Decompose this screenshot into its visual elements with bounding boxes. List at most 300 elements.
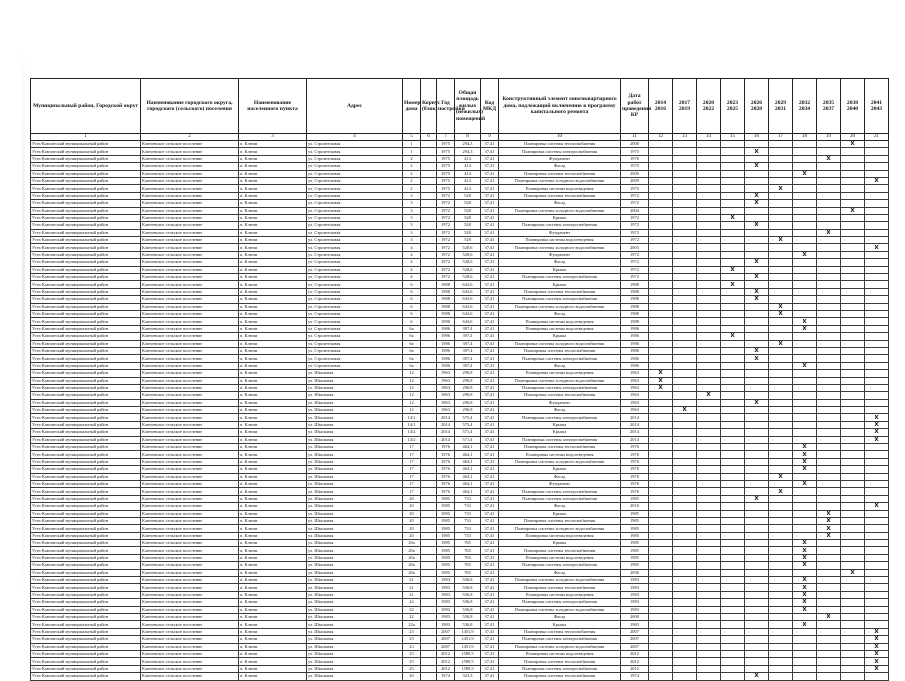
period-cell [793, 643, 817, 650]
district-cell: Усть-Камчатский муниципальный район [31, 148, 141, 155]
structural-element-cell: Фундамент [499, 229, 621, 236]
period-cell [793, 177, 817, 184]
period-cell [721, 244, 745, 251]
period-cell [865, 554, 889, 561]
district-cell: Усть-Камчатский муниципальный район [31, 429, 141, 436]
repair-date-cell: 2009 [621, 177, 649, 184]
area-cell: 464,1 [455, 466, 481, 473]
building-cell [421, 200, 437, 207]
period-cell [817, 340, 841, 347]
repair-date-cell: 1985 [621, 540, 649, 547]
period-cell [673, 155, 697, 162]
period-cell [721, 185, 745, 192]
year-built-cell: 1983 [437, 614, 455, 621]
period-cell [865, 325, 889, 332]
area-cell: 643,6 [455, 296, 481, 303]
settlement-cell: Ключевское сельское поселение [141, 377, 239, 384]
year-built-cell: 1985 [437, 569, 455, 576]
period-cell [817, 658, 841, 665]
period-cell [673, 540, 697, 547]
year-built-cell: 1985 [437, 547, 455, 554]
period-cell [865, 480, 889, 487]
period-cell [673, 621, 697, 628]
period-cell [673, 429, 697, 436]
year-built-cell: 1963 [437, 399, 455, 406]
table-row [31, 466, 889, 473]
settlement-cell: Ключевское сельское поселение [141, 384, 239, 391]
period-cell [769, 370, 793, 377]
table-row [31, 399, 889, 406]
column-number: 5 [403, 134, 421, 141]
period-cell [673, 554, 697, 561]
period-cell [673, 141, 697, 148]
period-cell [769, 251, 793, 258]
planned-period-mark: X [649, 384, 673, 391]
period-cell [865, 266, 889, 273]
year-built-cell: 1975 [437, 141, 455, 148]
period-cell [721, 650, 745, 657]
table-row [31, 591, 889, 598]
settlement-cell: Ключевское сельское поселение [141, 451, 239, 458]
street-cell: ул. Строительная [307, 244, 403, 251]
building-cell [421, 643, 437, 650]
period-cell [745, 444, 769, 451]
period-cell [793, 473, 817, 480]
period-cell [769, 148, 793, 155]
header-period: 2035 2037 [817, 79, 841, 134]
area-cell: 528,6 [455, 259, 481, 266]
district-cell: Усть-Камчатский муниципальный район [31, 318, 141, 325]
period-cell [721, 200, 745, 207]
street-cell: ул. Школьная [307, 466, 403, 473]
district-cell: Усть-Камчатский муниципальный район [31, 540, 141, 547]
column-number: 7 [437, 134, 455, 141]
area-cell: 464,1 [455, 473, 481, 480]
year-built-cell: 2014 [437, 421, 455, 428]
period-cell [649, 510, 673, 517]
structural-element-cell: Фасад [499, 614, 621, 621]
district-cell: Усть-Камчатский муниципальный район [31, 407, 141, 414]
period-cell [865, 591, 889, 598]
period-cell [865, 407, 889, 414]
locality-cell: п. Ключи [239, 614, 307, 621]
table-row [31, 436, 889, 443]
repair-date-cell: 1975 [621, 185, 649, 192]
period-cell [721, 222, 745, 229]
table-row [31, 421, 889, 428]
period-cell [817, 274, 841, 281]
year-built-cell: 1985 [437, 517, 455, 524]
year-built-cell: 1972 [437, 237, 455, 244]
period-cell [841, 310, 865, 317]
structural-element-cell: Планировка системы водоотведения [499, 650, 621, 657]
repair-date-cell: 1986 [621, 340, 649, 347]
header-address: Адрес [307, 79, 403, 134]
period-cell [865, 621, 889, 628]
period-cell [817, 318, 841, 325]
district-cell: Усть-Камчатский муниципальный район [31, 259, 141, 266]
street-cell: ул. Школьная [307, 540, 403, 547]
building-cell [421, 495, 437, 502]
period-cell [649, 621, 673, 628]
mkd-code-cell: 37,41 [481, 525, 499, 532]
table-row [31, 244, 889, 251]
period-cell [841, 517, 865, 524]
planned-period-mark: X [817, 614, 841, 621]
structural-element-cell: Фундамент [499, 155, 621, 162]
district-cell: Усть-Камчатский муниципальный район [31, 377, 141, 384]
mkd-code-cell: 37,41 [481, 362, 499, 369]
year-built-cell: 1975 [437, 185, 455, 192]
settlement-cell: Ключевское сельское поселение [141, 399, 239, 406]
period-cell [841, 170, 865, 177]
period-cell [697, 562, 721, 569]
period-cell [769, 170, 793, 177]
period-cell [769, 155, 793, 162]
settlement-cell: Ключевское сельское поселение [141, 141, 239, 148]
year-built-cell: 1988 [437, 281, 455, 288]
period-cell [769, 636, 793, 643]
planned-period-mark: X [793, 480, 817, 487]
period-cell [721, 377, 745, 384]
period-cell [793, 429, 817, 436]
table-row [31, 318, 889, 325]
table-row [31, 444, 889, 451]
street-cell: ул. Школьная [307, 554, 403, 561]
street-cell: ул. Строительная [307, 214, 403, 221]
period-cell [673, 466, 697, 473]
structural-element-cell: Планировка системы холодного водоснабжения [499, 643, 621, 650]
column-number: 21 [865, 134, 889, 141]
period-cell [745, 577, 769, 584]
locality-cell: п. Ключи [239, 591, 307, 598]
settlement-cell: Ключевское сельское поселение [141, 665, 239, 672]
building-cell [421, 614, 437, 621]
period-cell [697, 222, 721, 229]
mkd-code-cell: 37,41 [481, 237, 499, 244]
settlement-cell: Ключевское сельское поселение [141, 237, 239, 244]
building-cell [421, 347, 437, 354]
street-cell: ул. Школьная [307, 444, 403, 451]
period-cell [673, 274, 697, 281]
period-cell [721, 569, 745, 576]
house-number-cell: 12 [403, 370, 421, 377]
locality-cell: п. Ключи [239, 148, 307, 155]
house-number-cell: 17 [403, 458, 421, 465]
period-cell [817, 473, 841, 480]
settlement-cell: Ключевское сельское поселение [141, 606, 239, 613]
period-cell [649, 636, 673, 643]
street-cell: ул. Школьная [307, 399, 403, 406]
house-number-cell: 4 [403, 274, 421, 281]
mkd-code-cell: 37,41 [481, 495, 499, 502]
period-cell [649, 480, 673, 487]
period-cell [769, 288, 793, 295]
period-cell [721, 429, 745, 436]
period-cell [841, 281, 865, 288]
house-number-cell: 6 [403, 296, 421, 303]
period-cell [697, 444, 721, 451]
year-built-cell: 1963 [437, 392, 455, 399]
repair-date-cell: 2000 [621, 170, 649, 177]
mkd-code-cell: 37,41 [481, 650, 499, 657]
repair-date-cell: 1972 [621, 192, 649, 199]
house-number-cell: 12 [403, 384, 421, 391]
year-built-cell: 1986 [437, 325, 455, 332]
period-cell [817, 495, 841, 502]
period-cell [673, 355, 697, 362]
period-cell [649, 185, 673, 192]
settlement-cell: Ключевское сельское поселение [141, 591, 239, 598]
house-number-cell: 4 [403, 251, 421, 258]
period-cell [769, 591, 793, 598]
structural-element-cell: Планировка системы водоотведения [499, 185, 621, 192]
period-cell [769, 207, 793, 214]
planned-period-mark: X [817, 510, 841, 517]
planned-period-mark: X [841, 141, 865, 148]
period-cell [697, 429, 721, 436]
table-row [31, 207, 889, 214]
period-cell [697, 399, 721, 406]
district-cell: Усть-Камчатский муниципальный район [31, 355, 141, 362]
district-cell: Усть-Камчатский муниципальный район [31, 185, 141, 192]
period-cell [841, 473, 865, 480]
period-cell [865, 458, 889, 465]
table-row [31, 355, 889, 362]
district-cell: Усть-Камчатский муниципальный район [31, 436, 141, 443]
district-cell: Усть-Камчатский муниципальный район [31, 310, 141, 317]
building-cell [421, 421, 437, 428]
period-cell [865, 303, 889, 310]
district-cell: Усть-Камчатский муниципальный район [31, 510, 141, 517]
table-row [31, 296, 889, 303]
period-cell [865, 614, 889, 621]
mkd-code-cell: 37,41 [481, 547, 499, 554]
planned-period-mark: X [793, 562, 817, 569]
structural-element-cell: Фасад [499, 407, 621, 414]
year-built-cell: 1972 [437, 229, 455, 236]
area-cell: 733 [455, 503, 481, 510]
period-cell [817, 451, 841, 458]
period-cell [841, 237, 865, 244]
year-built-cell: 1988 [437, 303, 455, 310]
period-cell [769, 177, 793, 184]
period-cell [649, 466, 673, 473]
house-number-cell: 6а [403, 340, 421, 347]
period-cell [769, 163, 793, 170]
period-cell [769, 673, 793, 680]
house-number-cell: 2 [403, 177, 421, 184]
repair-date-cell: 1974 [621, 673, 649, 680]
period-cell [721, 347, 745, 354]
locality-cell: п. Ключи [239, 392, 307, 399]
period-cell [841, 562, 865, 569]
street-cell: ул. Строительная [307, 355, 403, 362]
street-cell: ул. Строительная [307, 274, 403, 281]
period-cell [673, 185, 697, 192]
period-cell [745, 333, 769, 340]
settlement-cell: Ключевское сельское поселение [141, 510, 239, 517]
year-built-cell: 2012 [437, 658, 455, 665]
locality-cell: п. Ключи [239, 155, 307, 162]
locality-cell: п. Ключи [239, 466, 307, 473]
period-cell [817, 163, 841, 170]
period-cell [745, 244, 769, 251]
period-cell [673, 614, 697, 621]
period-cell [841, 495, 865, 502]
year-built-cell: 1983 [437, 584, 455, 591]
period-cell [841, 577, 865, 584]
locality-cell: п. Ключи [239, 473, 307, 480]
settlement-cell: Ключевское сельское поселение [141, 621, 239, 628]
period-cell [673, 392, 697, 399]
period-cell [865, 444, 889, 451]
period-cell [769, 444, 793, 451]
period-cell [745, 636, 769, 643]
table-row [31, 141, 889, 148]
locality-cell: п. Ключи [239, 214, 307, 221]
district-cell: Усть-Камчатский муниципальный район [31, 562, 141, 569]
district-cell: Усть-Камчатский муниципальный район [31, 621, 141, 628]
area-cell: 414 [455, 163, 481, 170]
street-cell: ул. Школьная [307, 370, 403, 377]
table-row [31, 237, 889, 244]
period-cell [697, 421, 721, 428]
period-cell [841, 532, 865, 539]
house-number-cell: 1 [403, 148, 421, 155]
mkd-code-cell: 37,41 [481, 510, 499, 517]
street-cell: ул. Школьная [307, 673, 403, 680]
repair-date-cell: 1986 [621, 355, 649, 362]
street-cell: ул. Строительная [307, 207, 403, 214]
mkd-code-cell: 37,41 [481, 473, 499, 480]
building-cell [421, 540, 437, 547]
period-cell [673, 591, 697, 598]
repair-date-cell: 1985 [621, 547, 649, 554]
period-cell [769, 658, 793, 665]
street-cell: ул. Строительная [307, 185, 403, 192]
street-cell: ул. Строительная [307, 325, 403, 332]
area-cell: 464,1 [455, 444, 481, 451]
repair-date-cell: 1972 [621, 222, 649, 229]
period-cell [793, 614, 817, 621]
area-cell: 528,6 [455, 266, 481, 273]
period-cell [769, 458, 793, 465]
mkd-code-cell: 37,41 [481, 503, 499, 510]
building-cell [421, 562, 437, 569]
period-cell [793, 628, 817, 635]
settlement-cell: Ключевское сельское поселение [141, 584, 239, 591]
period-cell [697, 155, 721, 162]
header-period: 2014 2016 [649, 79, 673, 134]
period-cell [769, 495, 793, 502]
mkd-code-cell: 37,41 [481, 584, 499, 591]
locality-cell: п. Ключи [239, 665, 307, 672]
structural-element-cell: Планировка системы холодного водоснабжения [499, 577, 621, 584]
period-cell [649, 399, 673, 406]
period-cell [769, 584, 793, 591]
table-row [31, 451, 889, 458]
period-cell [865, 606, 889, 613]
period-cell [649, 170, 673, 177]
repair-date-cell: 1986 [621, 325, 649, 332]
period-cell [649, 229, 673, 236]
period-cell [745, 547, 769, 554]
period-cell [841, 421, 865, 428]
area-cell: 296,8 [455, 399, 481, 406]
period-cell [817, 569, 841, 576]
building-cell [421, 355, 437, 362]
building-cell [421, 591, 437, 598]
settlement-cell: Ключевское сельское поселение [141, 673, 239, 680]
period-cell [841, 584, 865, 591]
period-cell [769, 429, 793, 436]
period-cell [841, 510, 865, 517]
period-cell [673, 177, 697, 184]
header-area: Общая площадь жилых (нежилых) помещений [455, 79, 481, 134]
repair-date-cell: 1985 [621, 554, 649, 561]
table-row [31, 510, 889, 517]
period-cell [865, 163, 889, 170]
period-cell [793, 488, 817, 495]
period-cell [745, 340, 769, 347]
period-cell [817, 488, 841, 495]
district-cell: Усть-Камчатский муниципальный район [31, 577, 141, 584]
table-row [31, 480, 889, 487]
locality-cell: п. Ключи [239, 288, 307, 295]
building-cell [421, 554, 437, 561]
period-cell [673, 200, 697, 207]
mkd-code-cell: 37,41 [481, 251, 499, 258]
structural-element-cell: Планировка системы холодного водоснабжения [499, 606, 621, 613]
area-cell: 575,4 [455, 421, 481, 428]
street-cell: ул. Строительная [307, 259, 403, 266]
period-cell [745, 310, 769, 317]
structural-element-cell: Фасад [499, 503, 621, 510]
period-cell [865, 577, 889, 584]
period-cell [793, 281, 817, 288]
year-built-cell: 1976 [437, 451, 455, 458]
street-cell: ул. Школьная [307, 614, 403, 621]
structural-element-cell: Крыша [499, 281, 621, 288]
area-cell: 414 [455, 185, 481, 192]
planned-period-mark: X [769, 340, 793, 347]
year-built-cell: 1985 [437, 525, 455, 532]
period-cell [649, 407, 673, 414]
table-row [31, 170, 889, 177]
settlement-cell: Ключевское сельское поселение [141, 259, 239, 266]
locality-cell: п. Ключи [239, 407, 307, 414]
district-cell: Усть-Камчатский муниципальный район [31, 458, 141, 465]
planned-period-mark: X [745, 192, 769, 199]
locality-cell: п. Ключи [239, 281, 307, 288]
header-period: 2020 2022 [697, 79, 721, 134]
period-cell [697, 414, 721, 421]
structural-element-cell: Планировка системы холодного водоснабжения [499, 525, 621, 532]
mkd-code-cell: 37,41 [481, 488, 499, 495]
period-cell [697, 259, 721, 266]
settlement-cell: Ключевское сельское поселение [141, 636, 239, 643]
area-cell: 1451,9 [455, 643, 481, 650]
area-cell: 571,4 [455, 429, 481, 436]
period-cell [817, 370, 841, 377]
period-cell [697, 673, 721, 680]
district-cell: Усть-Камчатский муниципальный район [31, 296, 141, 303]
period-cell [721, 510, 745, 517]
planned-period-mark: X [865, 628, 889, 635]
repair-date-cell: 1988 [621, 296, 649, 303]
period-cell [673, 399, 697, 406]
